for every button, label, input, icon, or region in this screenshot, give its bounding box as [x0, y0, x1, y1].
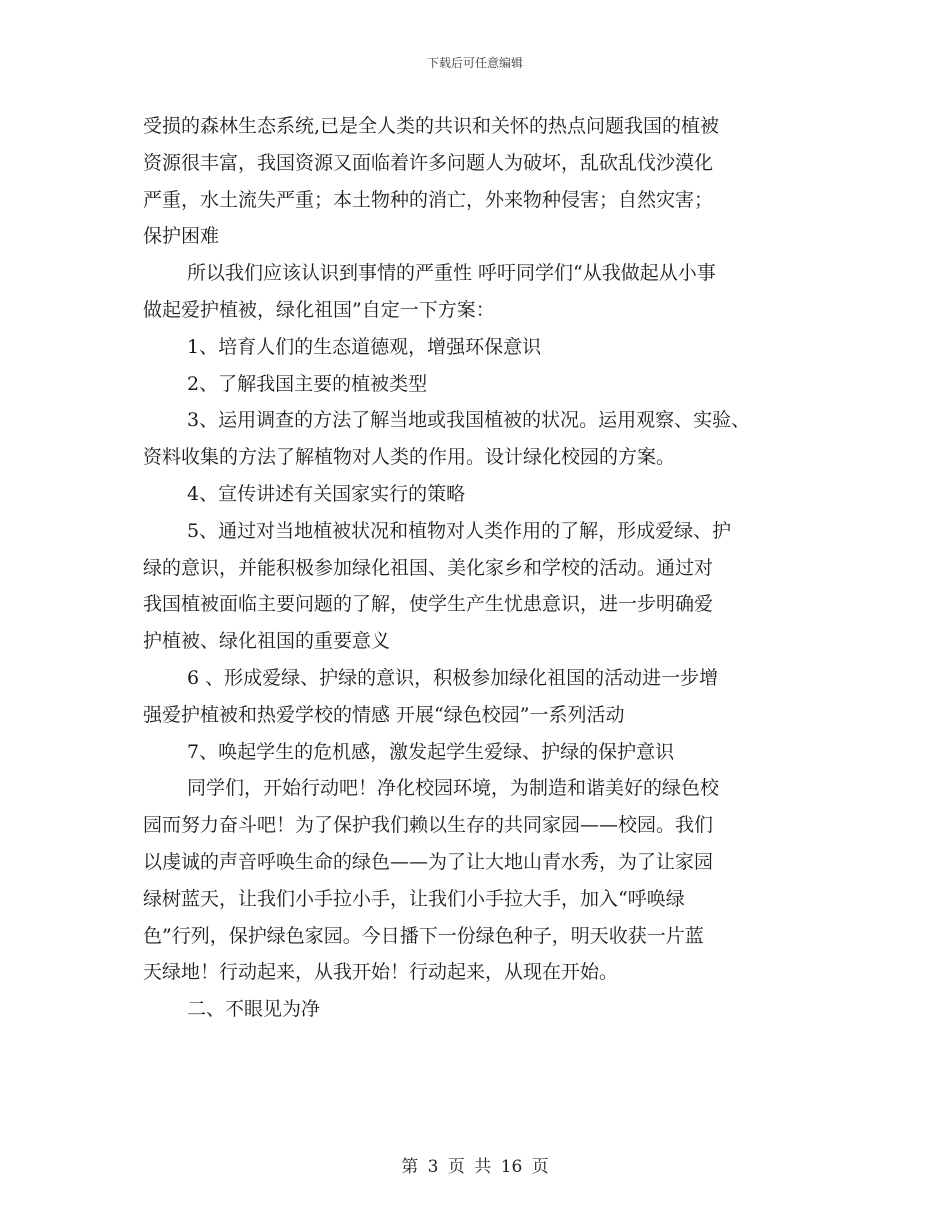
text-line: 严重，水土流失严重；本土物种的消亡，外来物种侵害；自然灾害；: [143, 188, 714, 211]
text-line: 资料收集的方法了解植物对人类的作用。设计绿化校园的方案。: [143, 446, 676, 469]
text-line: 以虔诚的声音呼唤生命的绿色——为了让大地山青水秀，为了让家园: [143, 850, 714, 873]
text-line: 绿的意识，并能积极参加绿化祖国、美化家乡和学校的活动。通过对: [143, 556, 714, 579]
text-line: 护植被、绿化祖国的重要意义: [143, 630, 391, 653]
text-line: 3、运用调查的方法了解当地或我国植被的状况。运用观察、实验、: [187, 409, 751, 432]
text-line: 4、宣传讲述有关国家实行的策略: [187, 482, 466, 505]
text-line: 资源很丰富，我国资源又面临着许多问题人为破坏，乱砍乱伐沙漠化: [143, 151, 714, 174]
document-body: [143, 108, 833, 1028]
text-line: 绿树蓝天，让我们小手拉小手，让我们小手拉大手，加入“呼唤绿: [143, 887, 685, 910]
page-header-note: 下载后可任意编辑: [426, 56, 523, 70]
text-line: 保护困难: [143, 225, 220, 248]
text-line: 所以我们应该认识到事情的严重性 呼吁同学们“从我做起从小事: [187, 262, 716, 285]
text-line: 天绿地！行动起来，从我开始！行动起来，从现在开始。: [143, 961, 619, 984]
text-line: 同学们，开始行动吧！净化校园环境，为制造和谐美好的绿色校: [187, 777, 720, 800]
text-line: 5、通过对当地植被状况和植物对人类作用的了解，形成爱绿、护: [187, 519, 732, 542]
text-line: 6 、形成爱绿、护绿的意识，积极参加绿化祖国的活动进一步增: [187, 666, 719, 689]
text-line: 做起爱护植被，绿化祖国”自定一下方案：: [143, 298, 495, 321]
text-line: 1、培育人们的生态道德观，增强环保意识: [187, 335, 542, 358]
page-number-footer: 第 3 页 共 16 页: [401, 1157, 549, 1177]
text-line: 2、了解我国主要的植被类型: [187, 372, 428, 395]
text-line: 我国植被面临主要问题的了解，使学生产生忧患意识，进一步明确爱: [143, 593, 714, 616]
text-line: 二、不眼见为净: [187, 998, 321, 1021]
text-line: 受损的森林生态系统,已是全人类的共识和关怀的热点问题我国的植被: [143, 115, 720, 137]
text-line: 7、唤起学生的危机感，激发起学生爱绿、护绿的保护意识: [187, 740, 675, 763]
text-line: 强爱护植被和热爱学校的情感 开展“绿色校园”一系列活动: [143, 703, 625, 726]
text-line: 色”行列，保护绿色家园。今日播下一份绿色种子，明天收获一片蓝: [143, 924, 704, 947]
text-line: 园而努力奋斗吧！为了保护我们赖以生存的共同家园——校园。我们: [143, 814, 714, 837]
